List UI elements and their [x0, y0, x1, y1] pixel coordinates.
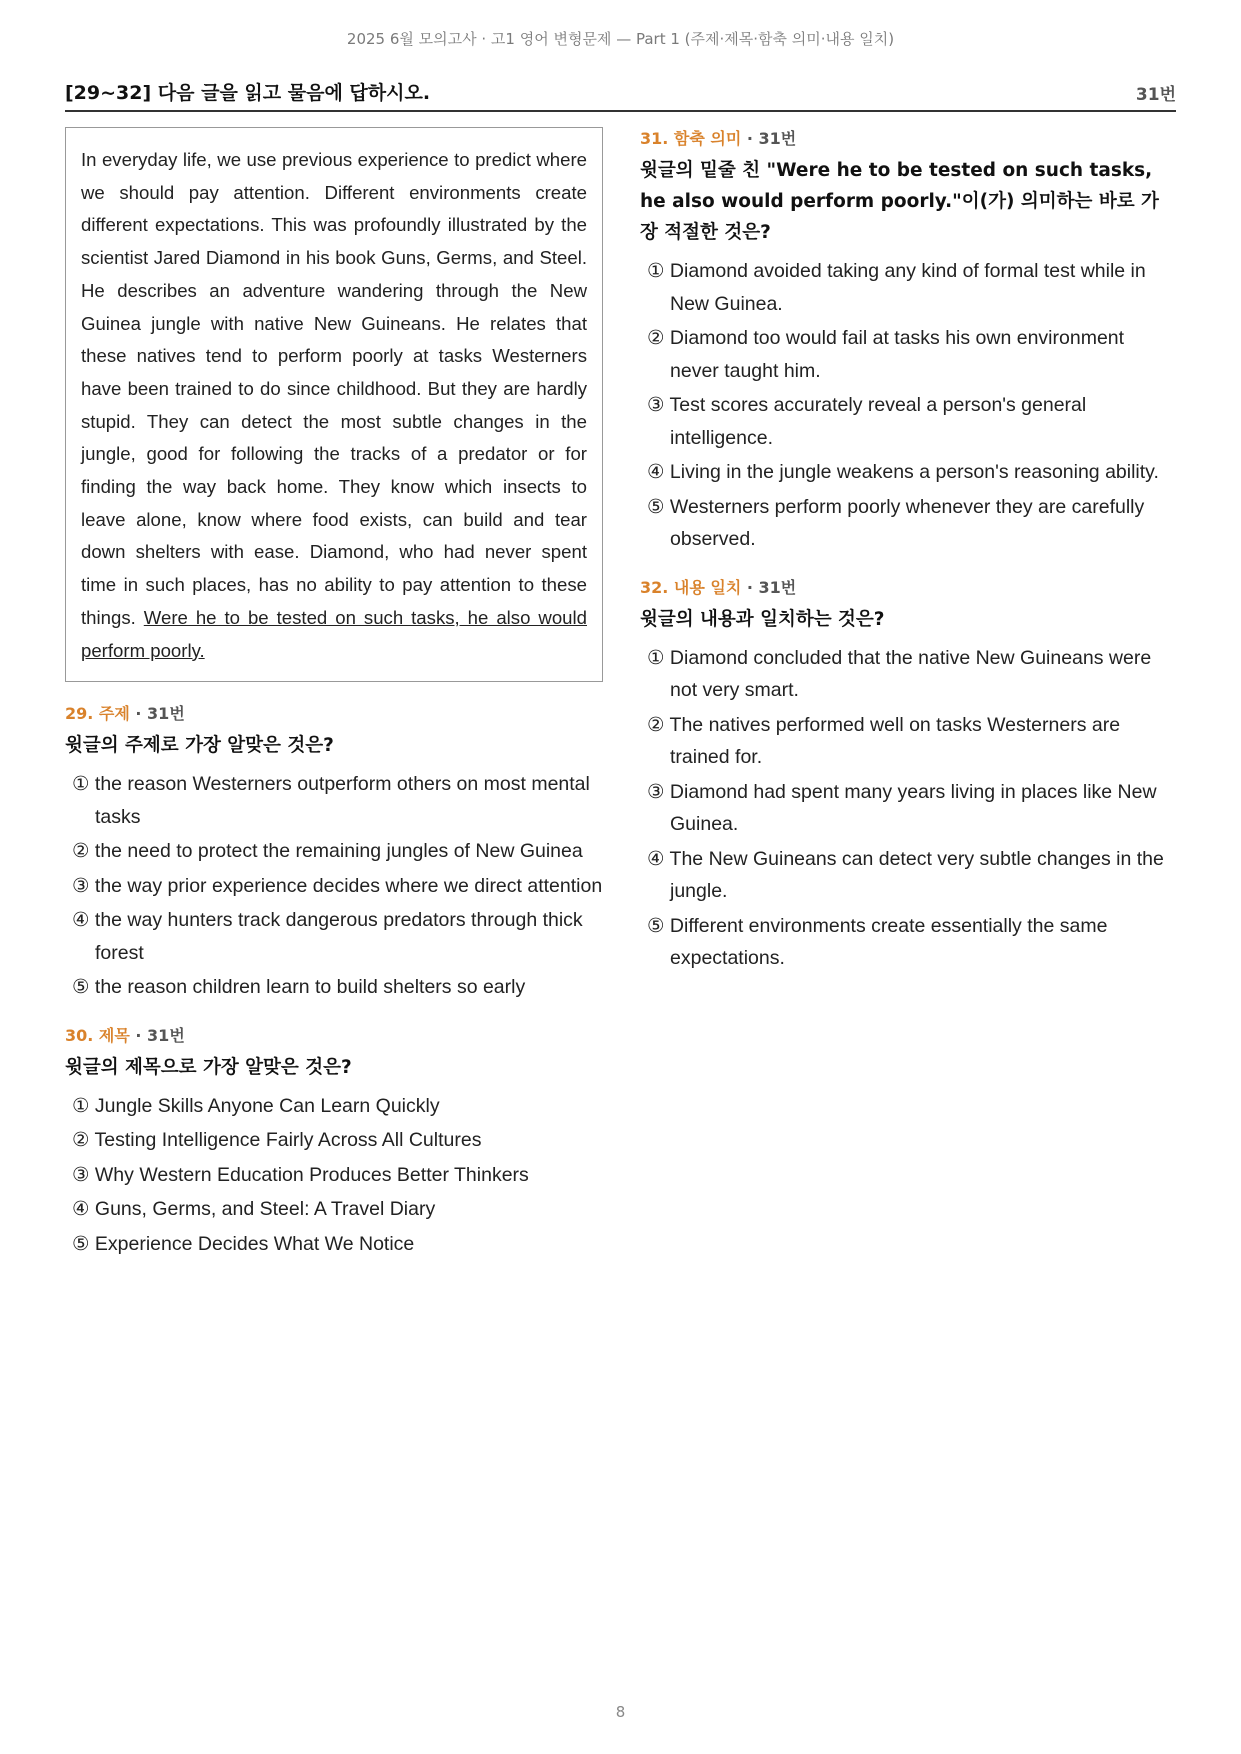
running-header: 2025 6월 모의고사 · 고1 영어 변형문제 — Part 1 (주제·제목·함축 의미·내용 일치) — [346, 30, 895, 48]
option-4[interactable]: ④ The New Guineans can detect very subtle changes in the jungle. — [647, 847, 1164, 902]
option-3[interactable]: ③ Test scores accurately reveal a person's general intelligence. — [647, 394, 1087, 449]
question-29 — [65, 702, 603, 1004]
option-5[interactable]: ⑤ Different environments create essentially the same expectations. — [647, 914, 1108, 969]
question-stem: 윗글의 주제로 가장 알맞은 것은? — [65, 735, 334, 757]
question-tag — [65, 1024, 603, 1048]
option-5[interactable]: ⑤ Experience Decides What We Notice — [72, 1232, 415, 1255]
passage-box — [65, 127, 603, 682]
section-number: 31번 — [1135, 85, 1176, 105]
question-number: 29. 주제 — [65, 704, 130, 724]
question-30 — [65, 1024, 603, 1261]
option-1[interactable]: ① Jungle Skills Anyone Can Learn Quickly — [72, 1094, 440, 1117]
question-stem: 윗글의 내용과 일치하는 것은? — [640, 608, 885, 630]
section-title: [29~32] 다음 글을 읽고 물음에 답하시오. — [65, 82, 431, 104]
option-list — [65, 768, 603, 1004]
passage-underlined-sentence: Were he to be tested on such tasks, he also would perform poorly. — [81, 606, 587, 661]
option-2[interactable]: ② Diamond too would fail at tasks his own environment never taught him. — [647, 327, 1125, 382]
option-list — [640, 642, 1176, 975]
option-2[interactable]: ② the need to protect the remaining jungles of New Guinea — [72, 840, 583, 863]
option-1[interactable]: ① Diamond avoided taking any kind of formal test while in New Guinea. — [647, 260, 1146, 315]
question-ref: · 31번 — [741, 577, 797, 597]
option-3[interactable]: ③ Why Western Education Produces Better Thinkers — [72, 1163, 529, 1186]
passage-text: In everyday life, we use previous experience to predict where we should pay attention. Different environments create different expectations. This was profoundly illustrated by the scientist Jared Diamond in his book Guns, Germs, and Steel. He describes an adventure wandering through the New Guinea jungle with native New Guineans. He relates that these natives tend to perform poorly at tasks Westerners have been trained to do since childhood. But they are hardly stupid. They can detect the most subtle changes in the jungle, good for following the tracks of a predator or for finding the way back home. They know which insects to leave alone, know where food exists, can build and tear down shelters with ease. Diamond, who had never spent time in such places, has no ability to pay attention to these things. — [81, 149, 587, 628]
right-column — [640, 127, 1176, 977]
option-4[interactable]: ④ Living in the jungle weakens a person's reasoning ability. — [647, 461, 1159, 483]
question-tag — [65, 702, 603, 726]
question-number: 32. 내용 일치 — [640, 577, 742, 597]
option-5[interactable]: ⑤ the reason children learn to build shelters so early — [72, 976, 526, 999]
option-4[interactable]: ④ the way hunters track dangerous predators through thick forest — [72, 909, 583, 964]
option-list — [640, 255, 1176, 556]
question-31 — [640, 127, 1176, 556]
option-3[interactable]: ③ Diamond had spent many years living in places like New Guinea. — [647, 780, 1157, 835]
question-number: 31. 함축 의미 — [640, 129, 742, 148]
question-stem: 윗글의 제목으로 가장 알맞은 것은? — [65, 1056, 352, 1078]
option-5[interactable]: ⑤ Westerners perform poorly whenever they are carefully observed. — [647, 495, 1145, 550]
option-1[interactable]: ① Diamond concluded that the native New Guineans were not very smart. — [647, 646, 1152, 701]
option-3[interactable]: ③ the way prior experience decides where we direct attention — [72, 874, 603, 897]
left-column — [65, 127, 603, 1262]
question-number: 30. 제목 — [65, 1025, 130, 1045]
option-4[interactable]: ④ Guns, Germs, and Steel: A Travel Diary — [72, 1198, 436, 1221]
question-tag — [640, 127, 1176, 151]
section-header — [65, 78, 1176, 112]
option-2[interactable]: ② Testing Intelligence Fairly Across All Cultures — [72, 1129, 482, 1152]
question-stem: 윗글의 밑줄 친 "Were he to be tested on such tasks, he also would perform poorly."이(가) 의미하는 바로 가장 적절한 것은? — [640, 160, 1159, 243]
question-ref: · 31번 — [129, 704, 185, 724]
option-1[interactable]: ① the reason Westerners outperform others on most mental tasks — [72, 773, 590, 828]
option-2[interactable]: ② The natives performed well on tasks Westerners are trained for. — [647, 713, 1121, 768]
question-ref: · 31번 — [129, 1025, 185, 1045]
page-number: 8 — [615, 1703, 626, 1721]
question-tag — [640, 576, 1176, 600]
question-ref: · 31번 — [741, 129, 797, 148]
question-32 — [640, 576, 1176, 975]
option-list — [65, 1090, 603, 1261]
